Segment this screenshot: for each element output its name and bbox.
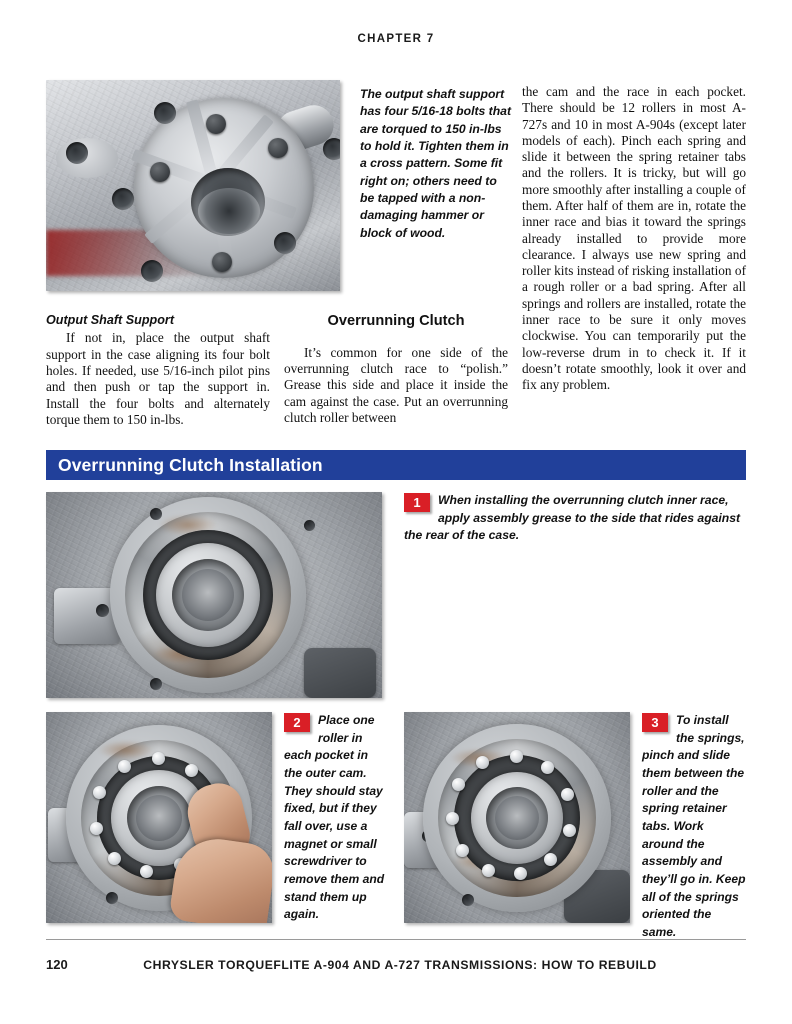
output-shaft-support-photo [46,80,340,291]
subhead-overrunning-clutch: Overrunning Clutch [327,313,465,329]
roller-placement-photo [46,712,272,923]
overrunning-clutch-inner-race-photo [46,492,382,698]
output-shaft-support-caption: The output shaft support has four 5/16-18 bolts that are torqued to 150 in-lbs to hold it. Tighten them in a cross pattern. Some fit right on; others need to be tapped with a non-damaging hammer or block of wood. [360,87,512,240]
step-1-badge: 1 [404,493,430,512]
spring-installation-photo [404,712,630,923]
body-column-middle [284,313,508,426]
right-column-paragraph: the cam and the race in each pocket. There should be 12 rollers in most A-727s and 10 in most A-904s (except later models of each). Pinch each spring and slide it between the spring retainer tabs and the rollers. It is tricky, but will go more smoothly after installing a couple of them. After half of them are in, rotate the inner race and bias it toward the springs already installed to provide more clearance. I always use new spring and roller kits instead of risking installation of a rough roller or a bad spring. After all springs and rollers are installed, rotate the inner race to be sure it only moves clockwise. You can temporarily put the low-reverse drum in to check it. If it doesn’t rotate smoothly, look it over and fix any problem. [522,84,746,393]
middle-column-paragraph: It’s common for one side of the overrunning clutch race to “polish.” Grease this side and place it inside the cam against the case. Put an overrunning clutch roller between [284,344,508,425]
section-header-label: Overrunning Clutch Installation [58,454,323,475]
footer-divider [46,939,746,940]
body-column-left [46,313,270,428]
book-title: CHRYSLER TORQUEFLITE A-904 AND A-727 TRANSMISSIONS: HOW TO REBUILD [143,958,657,972]
subhead-output-shaft-support: Output Shaft Support [46,313,175,327]
step-1-text: When installing the overrunning clutch inner race, apply assembly grease to the side that rides against the rear of the case. [404,493,741,543]
body-column-right [522,84,746,393]
step-3-text: To install the springs, pinch and slide them between the roller and the spring retainer tabs. Work around the assembly and they’ll go in. Keep all of the springs oriented the same. [642,713,746,939]
section-header-bar [46,450,746,480]
page-number: 120 [46,957,68,972]
step-2-caption [284,712,388,924]
step-1-caption [404,492,746,545]
step-2-text: Place one roller in each pocket in the outer cam. They should stay fixed, but if they fall over, use a magnet or small screwdriver to remove them and stand them up again. [284,713,385,922]
left-column-paragraph: If not in, place the output shaft support in the case aligning its four bolt holes. If needed, use 5/16-inch pilot pins and then push or tap the support in. Install the four bolts and alternately torque them to 150 in-lbs. [46,330,270,427]
step-2-badge: 2 [284,713,310,732]
step-3-badge: 3 [642,713,668,732]
step-3-caption [642,712,746,942]
running-head: CHAPTER 7 [357,33,435,45]
